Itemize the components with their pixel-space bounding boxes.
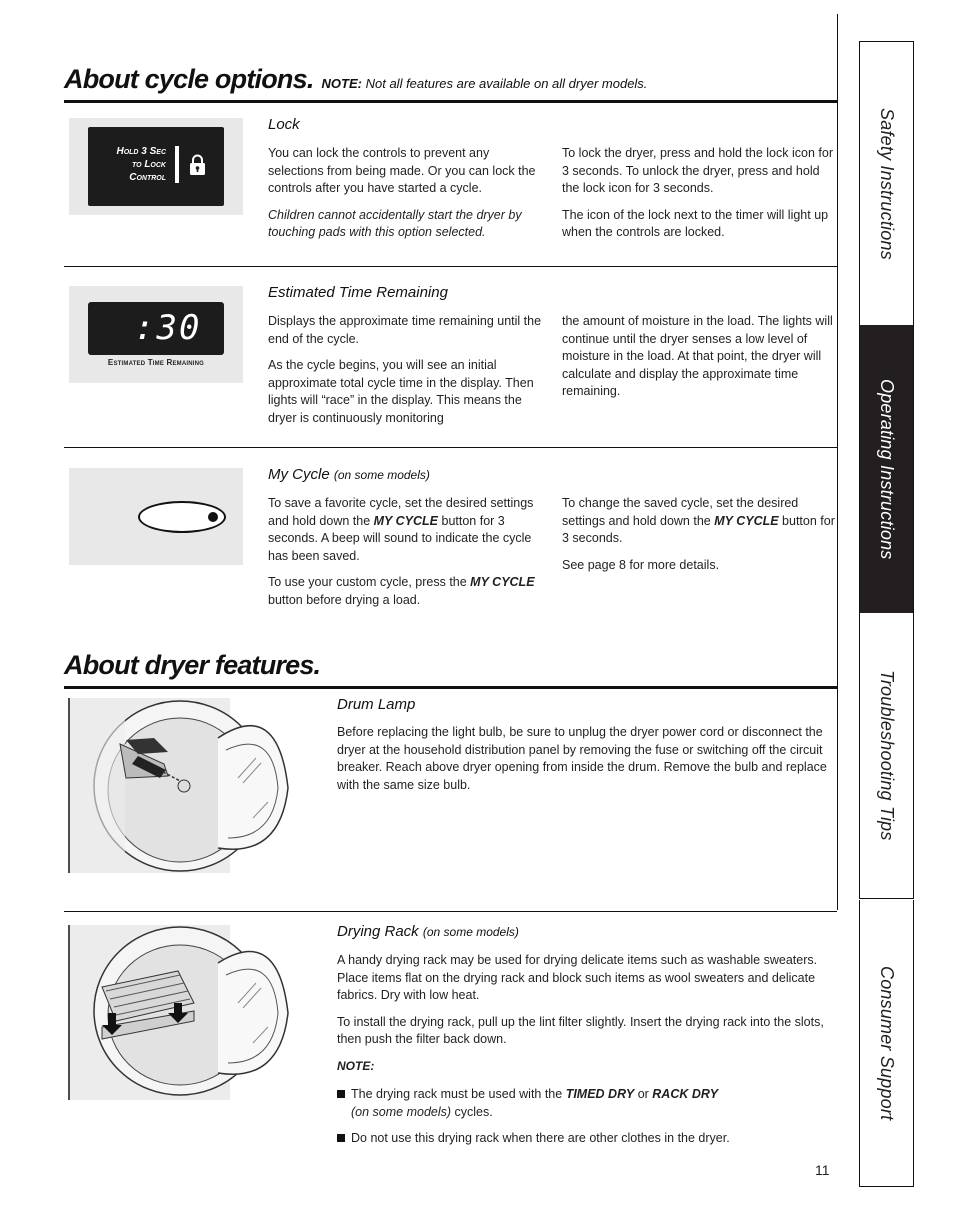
tab-label: Safety Instructions bbox=[877, 107, 897, 260]
title-rule bbox=[64, 686, 837, 689]
time-col1-p1: Displays the approximate time remaining until the end of the cycle. bbox=[268, 314, 542, 346]
section-divider bbox=[64, 266, 838, 267]
tab-label: Consumer Support bbox=[877, 965, 897, 1121]
drying-rack-title-note: (on some models) bbox=[422, 925, 519, 939]
tab-troubleshooting-tips[interactable] bbox=[859, 613, 914, 899]
tab-label: Troubleshooting Tips bbox=[877, 670, 897, 841]
time-col1 bbox=[268, 313, 548, 436]
time-image-caption: Estimated Time Remaining bbox=[107, 358, 205, 367]
lock-col2-p1: To lock the dryer, press and hold the lock icon for 3 seconds. To unlock the dryer, press and hold the lock icon for 3 seconds. bbox=[562, 146, 833, 195]
lock-image-panel bbox=[69, 118, 243, 215]
drum-lamp-illustration bbox=[68, 698, 290, 873]
lock-hold-line: Control bbox=[129, 172, 166, 183]
mycycle-button-drawing bbox=[138, 501, 226, 533]
rack-em: RACK DRY bbox=[652, 1087, 719, 1101]
time-display bbox=[88, 302, 224, 355]
mycycle-title: My Cycle bbox=[268, 466, 330, 483]
lock-icon[interactable] bbox=[189, 154, 206, 176]
note-inline bbox=[322, 76, 648, 91]
lock-hold-line: Hold 3 Sec bbox=[116, 146, 166, 157]
section-title-text: About cycle options. bbox=[64, 64, 314, 94]
note-label: NOTE: bbox=[321, 76, 362, 91]
page-number: 11 bbox=[815, 1162, 830, 1178]
time-image-panel bbox=[69, 286, 243, 383]
lock-divider bbox=[175, 146, 179, 183]
drying-rack-p1: A handy drying rack may be used for drying delicate items such as washable sweaters. Place items flat on the drying rack and block such items as wool sweaters and delicate fabrics. Dry with low heat. bbox=[337, 953, 818, 1002]
tab-label: Operating Instructions bbox=[877, 378, 897, 560]
mycycle-em: MY CYCLE bbox=[470, 575, 535, 589]
mycycle-em: MY CYCLE bbox=[714, 513, 779, 528]
drum-lamp-p1: Before replacing the light bulb, be sure to unplug the dryer power cord or disconnect the dryer at the household distribution panel by removing the fuse or switching off the circuit breaker. Reach above dryer opening from inside the drum. Remove the bulb and replace with the same size bulb. bbox=[337, 725, 827, 792]
section-divider bbox=[64, 447, 838, 448]
mycycle-indicator-dot bbox=[208, 512, 218, 522]
mycycle-col2-p2: See page 8 for more details. bbox=[562, 557, 720, 572]
drying-rack-title: Drying Rack bbox=[337, 923, 419, 940]
lock-col2 bbox=[562, 145, 838, 251]
note-text: Not all features are available on all dryer models. bbox=[365, 76, 648, 91]
title-rule bbox=[64, 100, 837, 103]
drying-rack-bullet-1: The drying rack must be used with the TIMED DRY or RACK DRY (on some models) cycles. bbox=[337, 1086, 829, 1121]
rack-em: TIMED DRY bbox=[565, 1087, 635, 1101]
time-col1-p2: As the cycle begins, you will see an initial approximate total cycle time in the display. Then lights will “race” in the display. This means the dryer is continuously monitoring bbox=[268, 358, 534, 425]
mycycle-col1-p2: To use your custom cycle, press the MY CYCLE button before drying a load. bbox=[268, 575, 535, 607]
time-col2-p1: the amount of moisture in the load. The lights will continue until the dryer senses a low level of moisture in the load. At that point, the dryer will calculate and display the approximate time remaining. bbox=[562, 314, 833, 398]
drying-rack-note-label: NOTE: bbox=[337, 1058, 375, 1073]
mycycle-title-note: (on some models) bbox=[333, 468, 430, 482]
tab-safety-instructions[interactable] bbox=[859, 42, 914, 325]
bullet-icon bbox=[337, 1134, 345, 1142]
tab-consumer-support[interactable] bbox=[859, 900, 914, 1187]
mycycle-image-panel bbox=[69, 468, 243, 565]
mycycle-title-line bbox=[268, 466, 430, 483]
section-title-dryer-features: About dryer features. bbox=[64, 650, 321, 680]
lock-hold-text bbox=[96, 145, 166, 184]
drum-lamp-body bbox=[337, 724, 827, 803]
drying-rack-title-line bbox=[337, 923, 519, 940]
lock-hold-line: to Lock bbox=[131, 159, 166, 170]
section-divider bbox=[64, 911, 837, 912]
mycycle-col1-p1: To save a favorite cycle, set the desired settings and hold down the MY CYCLE button for 3 seconds. A beep will sound to indicate the cycle has been saved. bbox=[268, 496, 534, 563]
time-col2 bbox=[562, 313, 838, 410]
mycycle-col2 bbox=[562, 495, 838, 583]
lock-col2-p2: The icon of the lock next to the timer will light up when the controls are locked. bbox=[562, 207, 829, 239]
mycycle-col2-p1: To change the saved cycle, set the desired settings and hold down the MY CYCLE button for 3 seconds. bbox=[562, 496, 835, 545]
lock-col1-p1: You can lock the controls to prevent any selections from being made. Or you can lock the controls after you have started a cycle. bbox=[268, 146, 536, 195]
time-title: Estimated Time Remaining bbox=[268, 284, 448, 301]
lock-col1-p2: Children cannot accidentally start the dryer by touching pads with this option selected. bbox=[268, 207, 522, 239]
drum-lamp-title: Drum Lamp bbox=[337, 696, 416, 713]
mycycle-em: MY CYCLE bbox=[373, 513, 439, 528]
drying-rack-body bbox=[337, 952, 829, 1157]
time-display-value: :30 bbox=[134, 308, 202, 348]
bullet-icon bbox=[337, 1090, 345, 1098]
tab-operating-instructions[interactable] bbox=[859, 325, 914, 613]
section-title-cycle-options bbox=[64, 64, 647, 95]
lock-control-display bbox=[88, 127, 224, 206]
lock-col1 bbox=[268, 145, 548, 251]
mycycle-col1 bbox=[268, 495, 548, 618]
drying-rack-bullet-2: Do not use this drying rack when there are other clothes in the dryer. bbox=[337, 1130, 829, 1148]
drying-rack-p2: To install the drying rack, pull up the lint filter slightly. Insert the drying rack into the slots, then push the filter back down. bbox=[337, 1014, 824, 1046]
drying-rack-illustration bbox=[68, 925, 290, 1100]
lock-title: Lock bbox=[268, 116, 300, 133]
